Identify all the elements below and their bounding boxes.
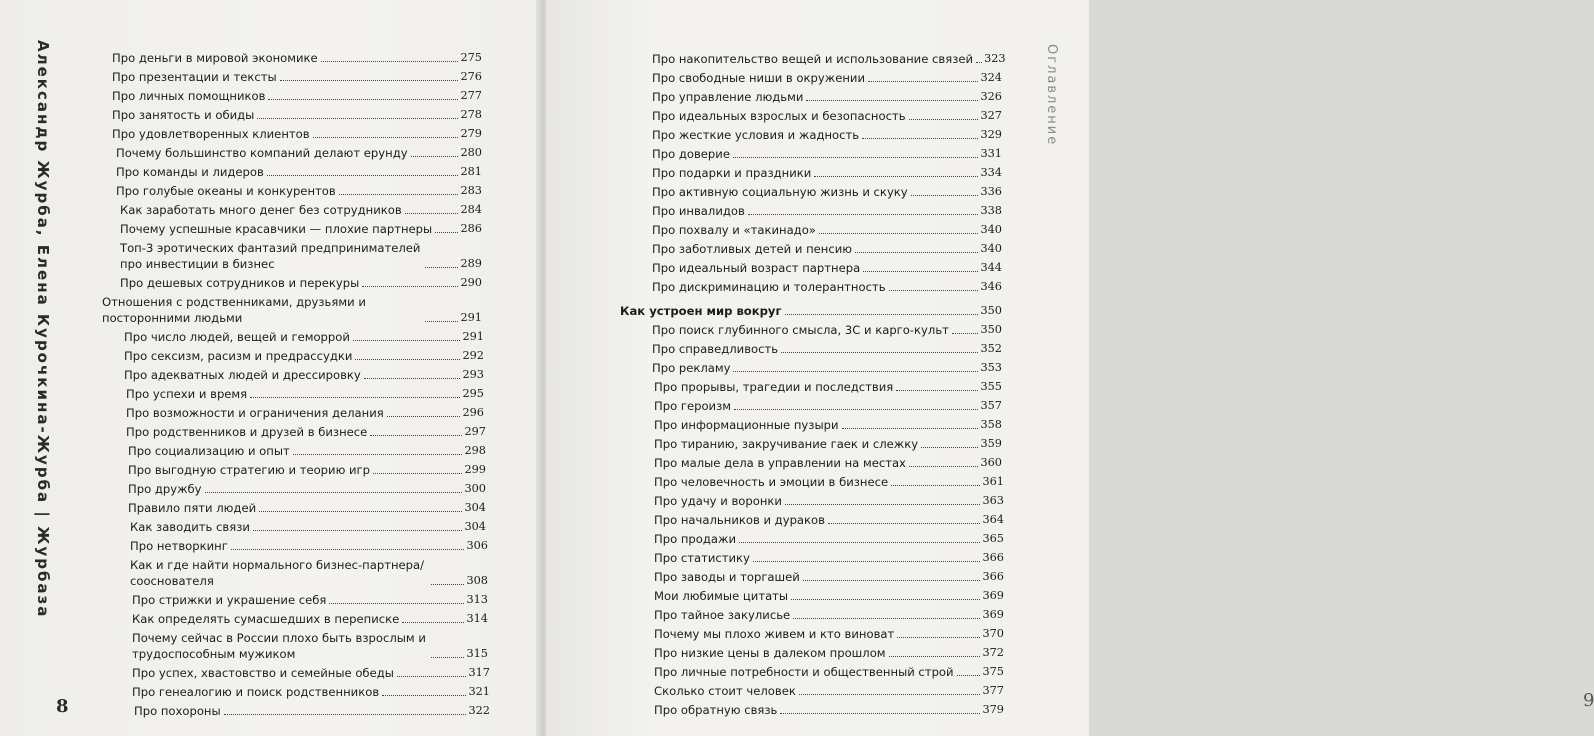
toc-entry	[654, 626, 1004, 642]
toc-dot-leader	[313, 136, 459, 138]
toc-entry-title: Про возможности и ограничения делания	[126, 406, 384, 420]
toc-dot-leader	[387, 415, 461, 417]
toc-entry-page-number: 350	[980, 323, 1002, 336]
toc-entry-page-number: 327	[980, 109, 1002, 122]
toc-dot-leader	[431, 656, 464, 658]
toc-entry	[132, 592, 488, 608]
toc-entry-title: Про прорывы, трагедии и последствия	[654, 380, 894, 394]
toc-entry-page-number: 324	[980, 71, 1002, 84]
toc-dot-leader	[355, 358, 460, 360]
toc-dot-leader	[257, 117, 458, 119]
toc-entry-title: Про инвалидов	[652, 204, 745, 218]
toc-dot-leader	[733, 370, 978, 372]
toc-entry-page-number: 275	[460, 51, 482, 64]
toc-entry-title: Про рекламу	[652, 361, 731, 375]
toc-entry	[126, 424, 486, 440]
toc-dot-leader	[402, 621, 464, 623]
toc-entry-page-number: 350	[980, 304, 1002, 317]
toc-dot-leader	[268, 98, 458, 100]
toc-dot-leader	[329, 602, 464, 604]
toc-dot-leader	[734, 408, 978, 410]
toc-entry-page-number: 306	[466, 539, 488, 552]
toc-entry-title: Про статистику	[654, 551, 750, 565]
toc-dot-leader	[250, 396, 460, 398]
toc-entry	[654, 398, 1002, 414]
toc-entry-title: Про генеалогию и поиск родственников	[132, 685, 380, 699]
toc-entry	[112, 50, 482, 66]
toc-dot-leader	[364, 377, 461, 379]
toc-entry	[128, 500, 486, 516]
toc-entry-title: Про голубые океаны и конкурентов	[116, 184, 336, 198]
toc-entry-page-number: 292	[462, 349, 484, 362]
toc-dot-leader	[785, 313, 979, 315]
toc-entry-page-number: 331	[980, 147, 1002, 160]
toc-entry-page-number: 315	[466, 647, 488, 660]
toc-entry	[132, 684, 490, 700]
toc-entry-page-number: 323	[984, 52, 1006, 65]
toc-entry-page-number: 321	[468, 685, 490, 698]
toc-entry-title: Про команды и лидеров	[116, 165, 264, 179]
toc-entry-page-number: 370	[982, 627, 1004, 640]
toc-entry	[654, 569, 1004, 585]
toc-dot-leader	[231, 548, 465, 550]
left-page	[0, 0, 540, 736]
toc-entry	[130, 538, 488, 554]
toc-entry-title: Про нетворкинг	[130, 539, 228, 553]
toc-entry-title: Про справедливость	[652, 342, 779, 356]
toc-entry	[130, 519, 486, 535]
toc-entry	[120, 221, 482, 237]
toc-entry-page-number: 326	[980, 90, 1002, 103]
toc-entry-title: Почему большинство компаний делают ерунду	[116, 146, 408, 160]
toc-entry	[654, 702, 1004, 718]
toc-entry	[652, 70, 1002, 86]
toc-entry-title: Правило пяти людей	[128, 501, 257, 515]
toc-dot-leader	[339, 193, 459, 195]
toc-entry	[652, 165, 1002, 181]
running-head-section: Оглавление	[1044, 44, 1059, 147]
toc-entry	[116, 183, 482, 199]
toc-dot-leader	[411, 155, 459, 157]
toc-entry-title: Про заботливых детей и пенсию	[652, 242, 853, 256]
toc-dot-leader	[814, 175, 978, 177]
toc-entry-title: Про родственников и друзей в бизнесе	[126, 425, 368, 439]
toc-dot-leader	[921, 446, 978, 448]
toc-dot-leader	[224, 713, 467, 715]
toc-dot-leader	[911, 194, 979, 196]
toc-dot-leader	[739, 541, 980, 543]
toc-entry-title: Про доверие	[652, 147, 730, 161]
toc-dot-leader	[862, 137, 978, 139]
toc-entry-title: Про информационные пузыри	[654, 418, 839, 432]
toc-dot-leader	[382, 694, 466, 696]
toc-dot-leader	[353, 339, 461, 341]
toc-dot-leader	[868, 80, 978, 82]
toc-dot-leader	[889, 655, 981, 657]
toc-dot-leader	[748, 213, 979, 215]
toc-entry	[116, 164, 482, 180]
toc-entry-title: Про тиранию, закручивание гаек и слежку	[654, 437, 919, 451]
toc-entry	[654, 379, 1002, 395]
toc-entry	[134, 703, 490, 719]
toc-entry-title: Про стрижки и украшение себя	[132, 593, 327, 607]
toc-entry-title: Про дискриминацию и толерантность	[652, 280, 886, 294]
toc-entry-page-number: 366	[982, 570, 1004, 583]
toc-entry-title: Топ-3 эротических фантазий предпринимателей про инвестиции в бизнес	[120, 241, 421, 271]
toc-entry	[654, 550, 1004, 566]
toc-dot-leader	[897, 636, 980, 638]
toc-entry-page-number: 279	[460, 127, 482, 140]
toc-entry-page-number: 277	[460, 89, 482, 102]
toc-entry	[120, 275, 482, 291]
toc-entry-title: Мои любимые цитаты	[654, 589, 789, 603]
toc-entry	[654, 436, 1002, 452]
toc-dot-leader	[791, 598, 980, 600]
toc-dot-leader	[370, 434, 462, 436]
toc-entry-page-number: 291	[462, 330, 484, 343]
toc-entry	[652, 51, 1006, 67]
toc-entry	[132, 611, 488, 627]
toc-entry	[652, 260, 1002, 276]
toc-dot-leader	[780, 712, 980, 714]
toc-entry-page-number: 375	[982, 665, 1004, 678]
toc-dot-leader	[793, 617, 980, 619]
toc-entry-page-number: 379	[982, 703, 1004, 716]
toc-entry	[128, 443, 486, 459]
toc-dot-leader	[952, 332, 979, 334]
toc-dot-leader	[863, 270, 978, 272]
toc-entry-page-number: 344	[980, 261, 1002, 274]
toc-entry	[128, 481, 486, 497]
toc-entry-page-number: 340	[980, 242, 1002, 255]
toc-entry-title: Почему мы плохо живем и кто виноват	[654, 627, 895, 641]
toc-dot-leader	[976, 61, 982, 63]
toc-dot-leader	[896, 389, 978, 391]
toc-entry-title: Про число людей, вещей и геморрой	[124, 330, 350, 344]
toc-section-heading	[620, 303, 1002, 319]
toc-entry-page-number: 365	[982, 532, 1004, 545]
toc-entry-page-number: 363	[982, 494, 1004, 507]
toc-entry-page-number: 364	[982, 513, 1004, 526]
toc-entry-page-number: 278	[460, 108, 482, 121]
toc-dot-leader	[828, 522, 980, 524]
toc-dot-leader	[321, 60, 459, 62]
toc-entry-page-number: 304	[464, 501, 486, 514]
toc-entry	[652, 89, 1002, 105]
toc-entry	[102, 294, 482, 326]
toc-entry	[654, 455, 1002, 471]
toc-entry-page-number: 314	[466, 612, 488, 625]
toc-entry	[112, 69, 482, 85]
toc-entry-page-number: 338	[980, 204, 1002, 217]
toc-entry-title: Про личные потребности и общественный строй	[654, 665, 954, 679]
toc-entry-page-number: 355	[980, 380, 1002, 393]
toc-entry-page-number: 300	[464, 482, 486, 495]
toc-entry	[654, 417, 1002, 433]
toc-entry-title: Про идеальных взрослых и безопасность	[652, 109, 906, 123]
toc-entry	[124, 329, 484, 345]
toc-entry-page-number: 366	[982, 551, 1004, 564]
toc-entry-page-number: 293	[462, 368, 484, 381]
toc-entry-page-number: 340	[980, 223, 1002, 236]
toc-dot-leader	[205, 491, 463, 493]
toc-entry-title: Про удовлетворенных клиентов	[112, 127, 310, 141]
toc-entry	[652, 203, 1002, 219]
toc-entry-title: Про социализацию и опыт	[128, 444, 290, 458]
toc-entry	[652, 222, 1002, 238]
toc-entry	[130, 557, 488, 589]
toc-dot-leader	[909, 118, 979, 120]
toc-entry-page-number: 353	[980, 361, 1002, 374]
toc-dot-leader	[889, 289, 979, 291]
toc-entry	[652, 322, 1002, 338]
toc-entry	[654, 474, 1004, 490]
toc-entry-title: Про дешевых сотрудников и перекуры	[120, 276, 360, 290]
toc-entry	[128, 462, 486, 478]
toc-entry-page-number: 289	[460, 257, 482, 270]
toc-dot-leader	[280, 79, 459, 81]
toc-entry	[652, 184, 1002, 200]
toc-entry	[112, 126, 482, 142]
toc-entry-title: Как устроен мир вокруг	[620, 304, 782, 318]
toc-entry-page-number: 286	[460, 222, 482, 235]
toc-dot-leader	[799, 693, 981, 695]
toc-entry-page-number: 295	[462, 387, 484, 400]
toc-dot-leader	[253, 529, 463, 531]
toc-entry-title: Про героизм	[654, 399, 731, 413]
toc-dot-leader	[806, 99, 978, 101]
toc-entry-page-number: 276	[460, 70, 482, 83]
toc-dot-leader	[891, 484, 980, 486]
toc-entry	[654, 645, 1004, 661]
toc-entry	[654, 588, 1004, 604]
toc-entry-title: Про управление людьми	[652, 90, 804, 104]
toc-entry-page-number: 361	[982, 475, 1004, 488]
toc-entry	[654, 607, 1004, 623]
toc-entry-title: Про начальников и дураков	[654, 513, 825, 527]
toc-entry-page-number: 322	[468, 704, 490, 717]
toc-entry-page-number: 360	[980, 456, 1002, 469]
toc-entry-title: Как и где найти нормального бизнес-партнера/ сооснователя	[130, 558, 425, 588]
toc-entry	[654, 664, 1004, 680]
toc-dot-leader	[397, 675, 467, 677]
toc-entry	[126, 386, 484, 402]
toc-entry	[124, 348, 484, 364]
toc-dot-leader	[425, 320, 458, 322]
toc-entry-page-number: 346	[980, 280, 1002, 293]
toc-entry-title: Про деньги в мировой экономике	[112, 51, 318, 65]
toc-dot-leader	[259, 510, 462, 512]
toc-entry-page-number: 377	[982, 684, 1004, 697]
page-number-right: 9	[1583, 690, 1594, 711]
toc-entry-title: Про личных помощников	[112, 89, 266, 103]
toc-dot-leader	[431, 583, 464, 585]
toc-entry-page-number: 280	[460, 146, 482, 159]
toc-entry-title: Как заработать много денег без сотрудников	[120, 203, 402, 217]
toc-entry-title: Отношения с родственниками, друзьями и посторонними людьми	[102, 295, 366, 325]
toc-entry-page-number: 313	[466, 593, 488, 606]
toc-dot-leader	[425, 266, 458, 268]
toc-entry-title: Про малые дела в управлении на местах	[654, 456, 906, 470]
toc-entry-page-number: 369	[982, 589, 1004, 602]
toc-entry	[652, 341, 1002, 357]
toc-entry-page-number: 297	[464, 425, 486, 438]
toc-entry-page-number: 284	[460, 203, 482, 216]
toc-entry-page-number: 369	[982, 608, 1004, 621]
toc-entry-title: Про обратную связь	[654, 703, 778, 717]
toc-entry-page-number: 352	[980, 342, 1002, 355]
toc-entry-page-number: 334	[980, 166, 1002, 179]
toc-entry-title: Про заводы и торгашей	[654, 570, 800, 584]
toc-entry	[654, 531, 1004, 547]
toc-entry-title: Про человечность и эмоции в бизнесе	[654, 475, 889, 489]
toc-entry-page-number: 281	[460, 165, 482, 178]
toc-dot-leader	[293, 453, 463, 455]
toc-entry-title: Сколько стоит человек	[654, 684, 796, 698]
toc-entry-title: Про адекватных людей и дрессировку	[124, 368, 361, 382]
toc-entry-title: Про презентации и тексты	[112, 70, 277, 84]
toc-entry	[652, 146, 1002, 162]
toc-entry-page-number: 304	[464, 520, 486, 533]
toc-entry	[120, 202, 482, 218]
toc-dot-leader	[362, 285, 458, 287]
toc-entry-title: Про успехи и время	[126, 387, 248, 401]
toc-entry	[652, 127, 1002, 143]
toc-entry-page-number: 372	[982, 646, 1004, 659]
toc-entry-title: Про тайное закулисье	[654, 608, 791, 622]
toc-dot-leader	[267, 174, 459, 176]
toc-entry-title: Про поиск глубинного смысла, 3С и карго-культ	[652, 323, 949, 337]
toc-entry-title: Про идеальный возраст партнера	[652, 261, 861, 275]
toc-dot-leader	[819, 232, 979, 234]
toc-entry-title: Про дружбу	[128, 482, 202, 496]
toc-dot-leader	[785, 503, 980, 505]
toc-entry-page-number: 308	[466, 574, 488, 587]
toc-entry-title: Про накопительство вещей и использование связей	[652, 52, 974, 66]
toc-entry	[654, 512, 1004, 528]
toc-entry-page-number: 298	[464, 444, 486, 457]
toc-entry	[112, 107, 482, 123]
toc-entry-page-number: 291	[460, 311, 482, 324]
toc-entry	[112, 88, 482, 104]
toc-dot-leader	[803, 579, 981, 581]
toc-entry-page-number: 359	[980, 437, 1002, 450]
toc-entry	[126, 405, 484, 421]
toc-entry	[116, 145, 482, 161]
toc-entry-title: Про свободные ниши в окружении	[652, 71, 865, 85]
toc-entry-page-number: 299	[464, 463, 486, 476]
toc-entry	[132, 665, 490, 681]
toc-entry-title: Почему сейчас в России плохо быть взрослым и трудоспособным мужиком	[132, 631, 426, 661]
toc-entry-title: Про низкие цены в далеком прошлом	[654, 646, 886, 660]
toc-entry-title: Про удачу и воронки	[654, 494, 782, 508]
toc-entry	[124, 367, 484, 383]
toc-entry-page-number: 283	[460, 184, 482, 197]
toc-entry-title: Почему успешные красавчики — плохие партнеры	[120, 222, 433, 236]
toc-dot-leader	[909, 465, 979, 467]
toc-entry-title: Про похороны	[134, 704, 221, 718]
toc-entry-page-number: 358	[980, 418, 1002, 431]
toc-dot-leader	[781, 351, 978, 353]
toc-entry-title: Про активную социальную жизнь и скуку	[652, 185, 908, 199]
toc-entry	[652, 360, 1002, 376]
toc-dot-leader	[373, 472, 462, 474]
toc-entry-page-number: 290	[460, 276, 482, 289]
toc-entry-title: Про сексизм, расизм и предрассудки	[124, 349, 353, 363]
toc-entry-title: Как определять сумасшедших в переписке	[132, 612, 400, 626]
toc-dot-leader	[753, 560, 981, 562]
toc-dot-leader	[957, 674, 981, 676]
toc-entry	[654, 683, 1004, 699]
toc-entry-title: Как заводить связи	[130, 520, 250, 534]
toc-dot-leader	[733, 156, 978, 158]
toc-entry-title: Про похвалу и «такинадо»	[652, 223, 816, 237]
toc-entry-title: Про продажи	[654, 532, 736, 546]
toc-entry-page-number: 296	[462, 406, 484, 419]
toc-entry-page-number: 357	[980, 399, 1002, 412]
toc-dot-leader	[842, 427, 979, 429]
toc-entry	[654, 493, 1004, 509]
toc-entry	[652, 279, 1002, 295]
toc-dot-leader	[435, 231, 458, 233]
toc-entry-title: Про подарки и праздники	[652, 166, 812, 180]
toc-entry-title: Про выгодную стратегию и теорию игр	[128, 463, 371, 477]
toc-entry-title: Про занятость и обиды	[112, 108, 255, 122]
toc-entry	[120, 240, 482, 272]
toc-entry-title: Про успех, хвастовство и семейные обеды	[132, 666, 394, 680]
toc-entry-page-number: 336	[980, 185, 1002, 198]
toc-entry-page-number: 317	[468, 666, 490, 679]
toc-dot-leader	[855, 251, 978, 253]
toc-entry	[652, 108, 1002, 124]
toc-entry-page-number: 329	[980, 128, 1002, 141]
toc-dot-leader	[405, 212, 459, 214]
toc-entry-title: Про жесткие условия и жадность	[652, 128, 860, 142]
page-number-left: 8	[56, 696, 69, 717]
running-head-author: Александр Журба, Елена Курочкина-Журба | Журбаза	[34, 40, 52, 619]
toc-entry	[132, 630, 488, 662]
toc-entry	[652, 241, 1002, 257]
